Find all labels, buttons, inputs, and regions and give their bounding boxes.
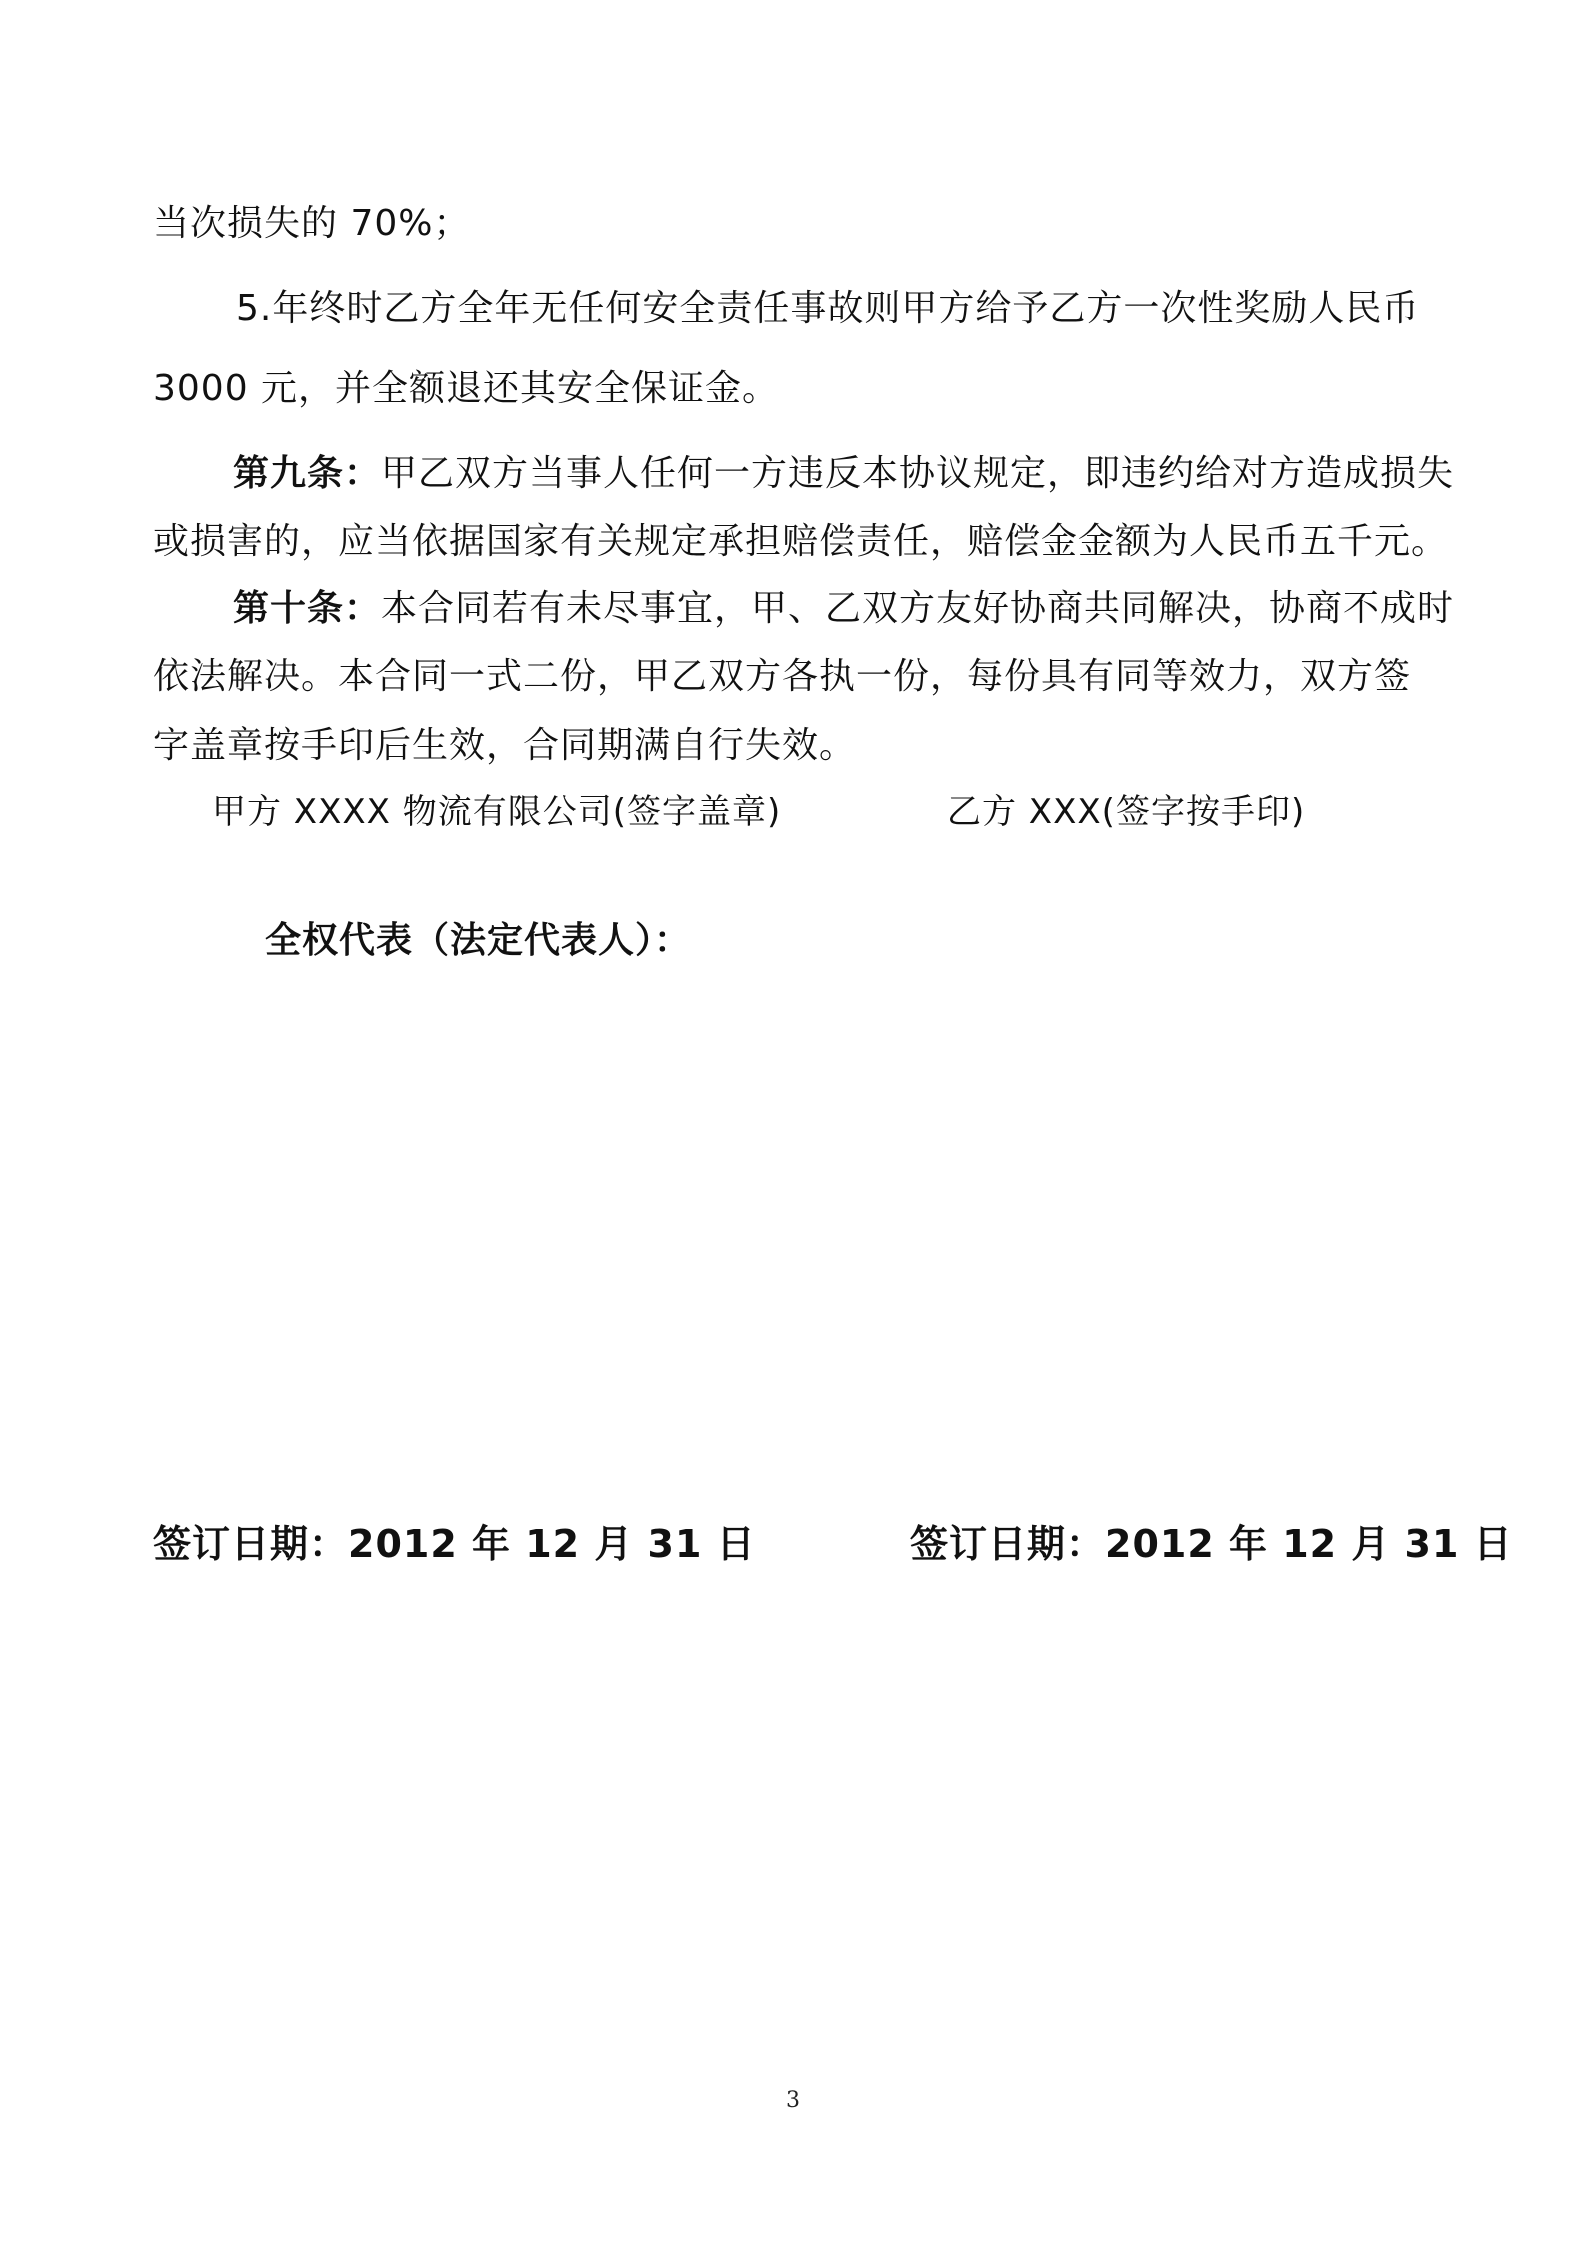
article-10-line-2: 依法解决。本合同一式二份，甲乙双方各执一份，每份具有同等效力，双方签 <box>153 656 1412 697</box>
signing-date-left: 签订日期：2012 年 12 月 31 日 <box>153 1522 756 1566</box>
article-9-line-2: 或损害的，应当依据国家有关规定承担赔偿责任，赔偿金金额为人民币五千元。 <box>153 521 1449 562</box>
signing-date-right: 签订日期：2012 年 12 月 31 日 <box>910 1522 1513 1566</box>
party-a-signature: 甲方 XXXX 物流有限公司(签字盖章) <box>212 792 782 832</box>
paragraph-line-loss: 当次损失的 70%； <box>153 203 471 244</box>
article-10-text-1: 本合同若有未尽事宜，甲、乙双方友好协商共同解决，协商不成时 <box>381 588 1455 629</box>
page-number: 3 <box>786 2088 800 2113</box>
article-9-text-1: 甲乙双方当事人任何一方违反本协议规定，即违约给对方造成损失 <box>381 453 1455 494</box>
paragraph-line-reward: 5.年终时乙方全年无任何安全责任事故则甲方给予乙方一次性奖励人民币 <box>236 288 1420 329</box>
representative-label: 全权代表（法定代表人）： <box>265 920 692 961</box>
article-10-line-1 <box>233 585 1454 633</box>
article-10-label: 第十条： <box>233 588 382 629</box>
article-9-line-1 <box>233 450 1454 498</box>
article-10-line-3: 字盖章按手印后生效，合同期满自行失效。 <box>153 725 857 766</box>
party-b-signature: 乙方 XXX(签字按手印) <box>947 792 1306 832</box>
article-9-label: 第九条： <box>233 453 382 494</box>
paragraph-line-deposit: 3000 元，并全额退还其安全保证金。 <box>153 368 780 409</box>
